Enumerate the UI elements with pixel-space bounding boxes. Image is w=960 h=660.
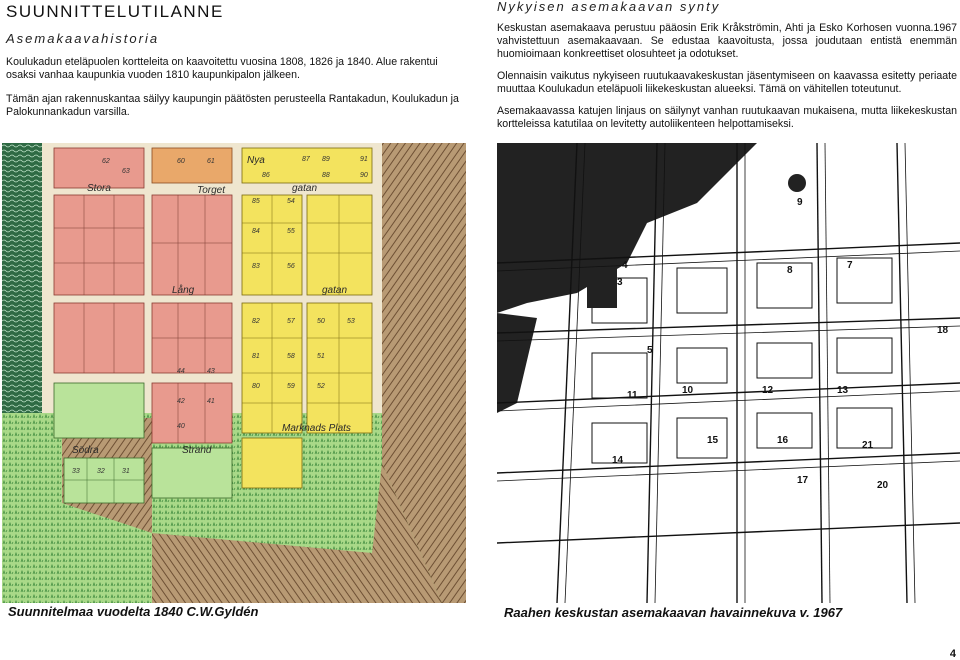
old-map-block-number: 59	[287, 383, 295, 390]
modern-map-block-number: 8	[787, 265, 793, 276]
old-map-block-number: 31	[122, 468, 130, 475]
old-map-block-number: 56	[287, 263, 295, 270]
section-subtitle-current-plan: Nykyisen asemakaavan synty	[497, 0, 721, 14]
old-map-block-number: 55	[287, 228, 295, 235]
history-paragraph-1: Koulukadun eteläpuolen kortteleita on kaavoitettu vuosina 1808, 1826 ja 1840. Alue rakentui osaksi vanhaa kaupunkia vuoden 1810 kaupunkipalon jälkeen.	[6, 56, 438, 81]
old-map-block-number: 51	[317, 353, 325, 360]
old-map-block-number: 33	[72, 468, 80, 475]
old-map-block-number: 82	[252, 318, 260, 325]
modern-map-block-number: 18	[937, 325, 949, 336]
modern-map-block-number: 5	[647, 345, 653, 356]
old-map-block-number: 86	[262, 172, 270, 179]
modern-map-block-number: 14	[612, 455, 624, 466]
old-map-block-number: 50	[317, 318, 325, 325]
old-map-block-number: 81	[252, 353, 260, 360]
modern-map-block-number: 10	[682, 385, 694, 396]
old-map-block-number: 43	[207, 368, 215, 375]
modern-map-block-number: 12	[762, 385, 774, 396]
modern-map-block-number: 15	[707, 435, 719, 446]
town-plan-illustration-1967	[497, 143, 960, 603]
old-map-block-number: 60	[177, 158, 185, 165]
old-map-street-label: Lång	[172, 285, 195, 296]
modern-map-block-number: 4	[622, 260, 628, 271]
old-map-street-label: Marknads Plats	[282, 423, 351, 434]
old-map-street-label: Torget	[197, 185, 225, 196]
old-map-block-number: 62	[102, 158, 110, 165]
old-map-block-number: 42	[177, 398, 185, 405]
old-map-street-label: Nya	[247, 155, 265, 166]
old-map-street-label: Stora	[87, 183, 111, 194]
old-map-block-number: 87	[302, 156, 310, 163]
old-map-street-label: gatan	[292, 183, 318, 194]
modern-map-block-number: 3	[617, 277, 623, 288]
page-number: 4	[949, 648, 956, 660]
history-paragraph-2: Tämän ajan rakennuskantaa säilyy kaupungin päätösten perusteella Rantakadun, Koulukadun ja Palokunnankadun varsilla.	[6, 93, 459, 118]
old-map-block-number: 89	[322, 156, 330, 163]
old-map-block-number: 85	[252, 198, 260, 205]
current-plan-paragraph-2: Olennaisin vaikutus nykyiseen ruutukaavakeskustan jäsentymiseen on kaavassa esitetty periaate muuttaa Koulukadun eteläpuoli liikekeskustan alueeksi. Tämä on vähitellen toteutunut.	[497, 70, 957, 95]
modern-map-block-number: 9	[797, 197, 803, 208]
old-map-block-number: 57	[287, 318, 295, 325]
old-map-caption: Suunnitelmaa vuodelta 1840 C.W.Gyldén	[8, 604, 259, 619]
modern-map-block-number: 21	[862, 440, 874, 451]
section-subtitle-history: Asemakaavahistoria	[6, 31, 160, 46]
old-map-block-number: 63	[122, 168, 130, 175]
old-map-block-number: 54	[287, 198, 295, 205]
old-map-block-number: 32	[97, 468, 105, 475]
old-map-block-number: 53	[347, 318, 355, 325]
old-map-street-label: gatan	[322, 285, 348, 296]
old-map-block-number: 90	[360, 172, 368, 179]
current-plan-paragraph-3: Asemakaavassa katujen linjaus on säilynyt vanhan ruutukaavan mukaisena, mutta liikekeskustan kortteleissa katutilaa on levitetty autoliikenteen helpottamiseksi.	[497, 105, 957, 130]
old-map-block-number: 44	[177, 368, 185, 375]
old-map-block-number: 91	[360, 156, 368, 163]
page-title: SUUNNITTELUTILANNE	[6, 2, 224, 21]
old-map-street-label: Södra	[72, 445, 99, 456]
old-map-block-number: 61	[207, 158, 215, 165]
modern-map-block-number: 16	[777, 435, 789, 446]
modern-map-caption: Raahen keskustan asemakaavan havainnekuva v. 1967	[504, 605, 843, 620]
historic-town-plan-1840	[2, 143, 466, 603]
old-map-block-number: 52	[317, 383, 325, 390]
old-map-block-number: 80	[252, 383, 260, 390]
modern-map-block-number: 11	[627, 390, 638, 401]
old-map-block-number: 58	[287, 353, 295, 360]
modern-map-block-number: 13	[837, 385, 849, 396]
old-map-block-number: 84	[252, 228, 260, 235]
modern-map-block-number: 20	[877, 480, 889, 491]
old-map-block-number: 41	[207, 398, 215, 405]
current-plan-paragraph-1: Keskustan asemakaava perustuu pääosin Erik Kråkströmin, Ahti ja Esko Korhosen vuonna.1967 vahvistettuun asemakaavaan. Se edustaa kaavoitusta, jossa joudutaan entistä enemmän huomioimaan konkreettiset olosuhteet ja odotukset.	[497, 22, 957, 60]
old-map-block-number: 88	[322, 172, 330, 179]
old-map-street-label: Strand	[182, 445, 212, 456]
modern-map-block-number: 7	[847, 260, 853, 271]
modern-map-block-number: 17	[797, 475, 809, 486]
old-map-block-number: 40	[177, 423, 185, 430]
old-map-block-number: 83	[252, 263, 260, 270]
